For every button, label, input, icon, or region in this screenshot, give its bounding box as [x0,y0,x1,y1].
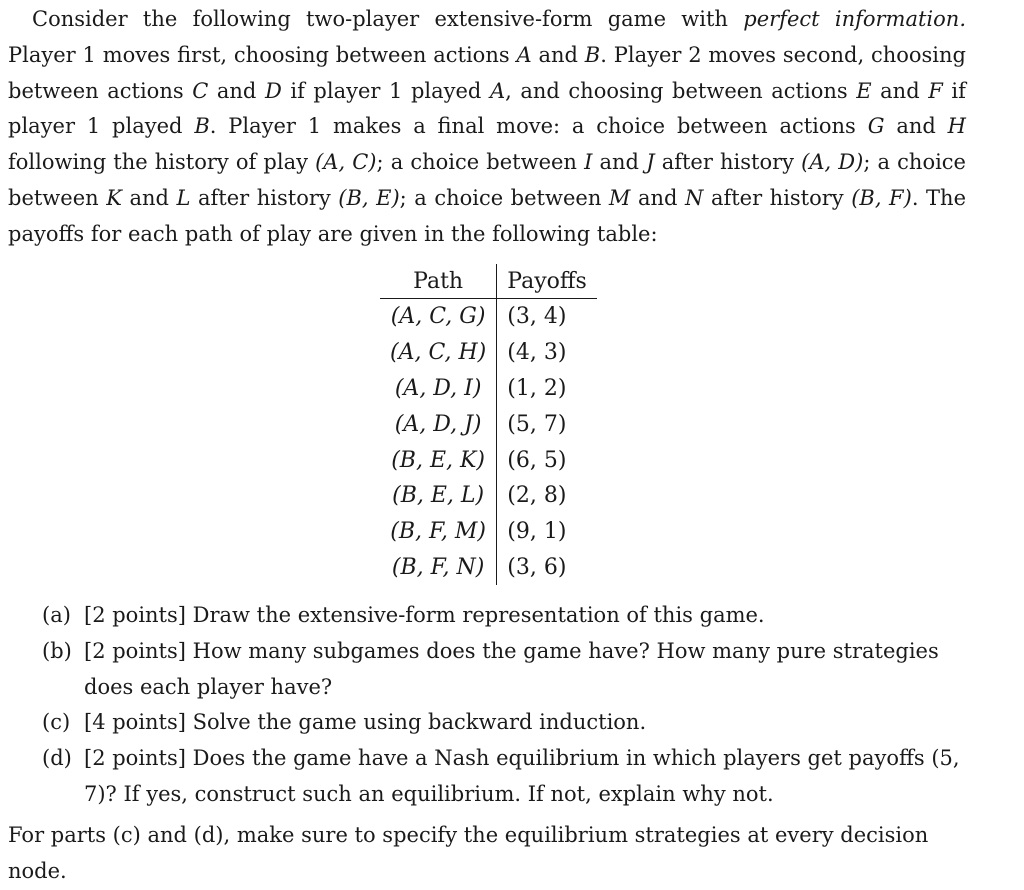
question-item-b [42,634,968,706]
intro-text: and [216,78,257,103]
intro-emphasis: perfect information. [743,7,966,31]
path-cell: (B, E, K) [380,442,497,478]
table-row [380,550,597,586]
question-label: (d) [42,746,72,771]
payoff-cell: (5, 7) [507,411,567,437]
math-history: (B, E) [338,185,400,210]
table-row [380,371,597,407]
math-symbol: B [194,114,210,139]
payoff-cell: (1, 2) [507,375,567,401]
math-symbol: N [685,185,704,210]
payoff-cell: (2, 8) [507,483,567,509]
question-text: [4 points] Solve the game using backward induction. [84,710,647,735]
question-list [42,598,968,813]
math-symbol: F [928,78,943,103]
question-item-d [42,741,968,813]
intro-text: and [637,185,678,210]
intro-text: and [896,114,936,139]
path-cell: (A, D, I) [380,371,497,407]
intro-text: after history [198,185,331,210]
intro-text: Player 1 moves first, choosing between actions [8,42,510,67]
intro-text: if player 1 played [8,78,966,139]
math-symbol: J [646,150,655,175]
payoff-table [380,264,597,585]
intro-text: following the history of play [8,150,308,175]
payoff-cell: (4, 3) [507,340,567,366]
question-label: (a) [42,603,71,627]
intro-text: . Player 2 moves second, choosing between actions [8,42,966,103]
table-row [380,406,597,442]
payoff-cell: (6, 5) [507,447,567,473]
payoff-cell: (9, 1) [507,519,567,545]
intro-text: and [880,78,920,103]
footer-note: For parts (c) and (d), make sure to specify the equilibrium strategies at every decision node. [8,823,929,883]
intro-text: and [129,185,169,210]
payoff-cell: (3, 6) [507,554,567,580]
path-cell: (A, C, H) [380,335,497,371]
intro-text: . The payoffs for each path of play are given in the following table: [8,185,966,246]
question-label: (c) [42,710,71,735]
intro-text: ; a choice between [8,150,966,210]
math-symbol: I [584,150,593,175]
math-symbol: L [176,185,191,210]
intro-text: and [538,42,578,67]
intro-paragraph [8,2,966,253]
question-label: (b) [42,638,72,663]
intro-text: after history [661,150,795,175]
intro-text: and [599,150,640,175]
math-symbol: G [867,114,885,139]
table-row [380,299,597,335]
math-history: (B, F) [851,185,912,210]
question-text: [2 points] Draw the extensive-form representation of this game. [84,603,765,627]
column-header-payoffs: Payoffs [497,264,597,299]
table-row [380,478,597,514]
math-symbol: B [584,42,601,67]
intro-text: Consider the following two-player extensive-form game with [32,7,728,31]
question-text: [2 points] How many subgames does the game have? How many pure strategies does each player have? [84,638,939,699]
math-symbol: C [192,78,209,103]
math-symbol: H [947,114,966,139]
math-history: (A, C) [315,150,377,175]
math-symbol: D [264,78,282,103]
question-item-c [42,705,968,741]
intro-text: after history [710,185,844,210]
intro-text: , and choosing between actions [505,78,848,103]
path-cell: (A, C, G) [380,299,497,335]
math-history: (A, D) [801,150,864,175]
table-row [380,335,597,371]
table-row [380,442,597,478]
math-symbol: M [608,185,631,210]
column-header-path: Path [380,264,497,299]
math-symbol: E [856,78,872,103]
table-header-row [380,264,597,299]
intro-text: if player 1 played [290,78,482,103]
math-symbol: K [106,185,122,210]
math-symbol: A [489,78,506,103]
intro-text: ; a choice between [376,150,577,175]
path-cell: (B, F, M) [380,514,497,550]
intro-text: . Player 1 makes a final move: a choice between actions [209,114,856,139]
question-item-a [42,598,968,634]
question-text: [2 points] Does the game have a Nash equilibrium in which players get payoffs (5, 7)? If yes, construct such an equilibrium. If not, explain why not. [84,746,960,806]
math-symbol: A [516,42,532,67]
path-cell: (B, E, L) [380,478,497,514]
intro-text: ; a choice between [399,185,602,210]
path-cell: (A, D, J) [380,406,497,442]
path-cell: (B, F, N) [380,550,497,586]
payoff-cell: (3, 4) [507,304,567,330]
table-row [380,514,597,550]
